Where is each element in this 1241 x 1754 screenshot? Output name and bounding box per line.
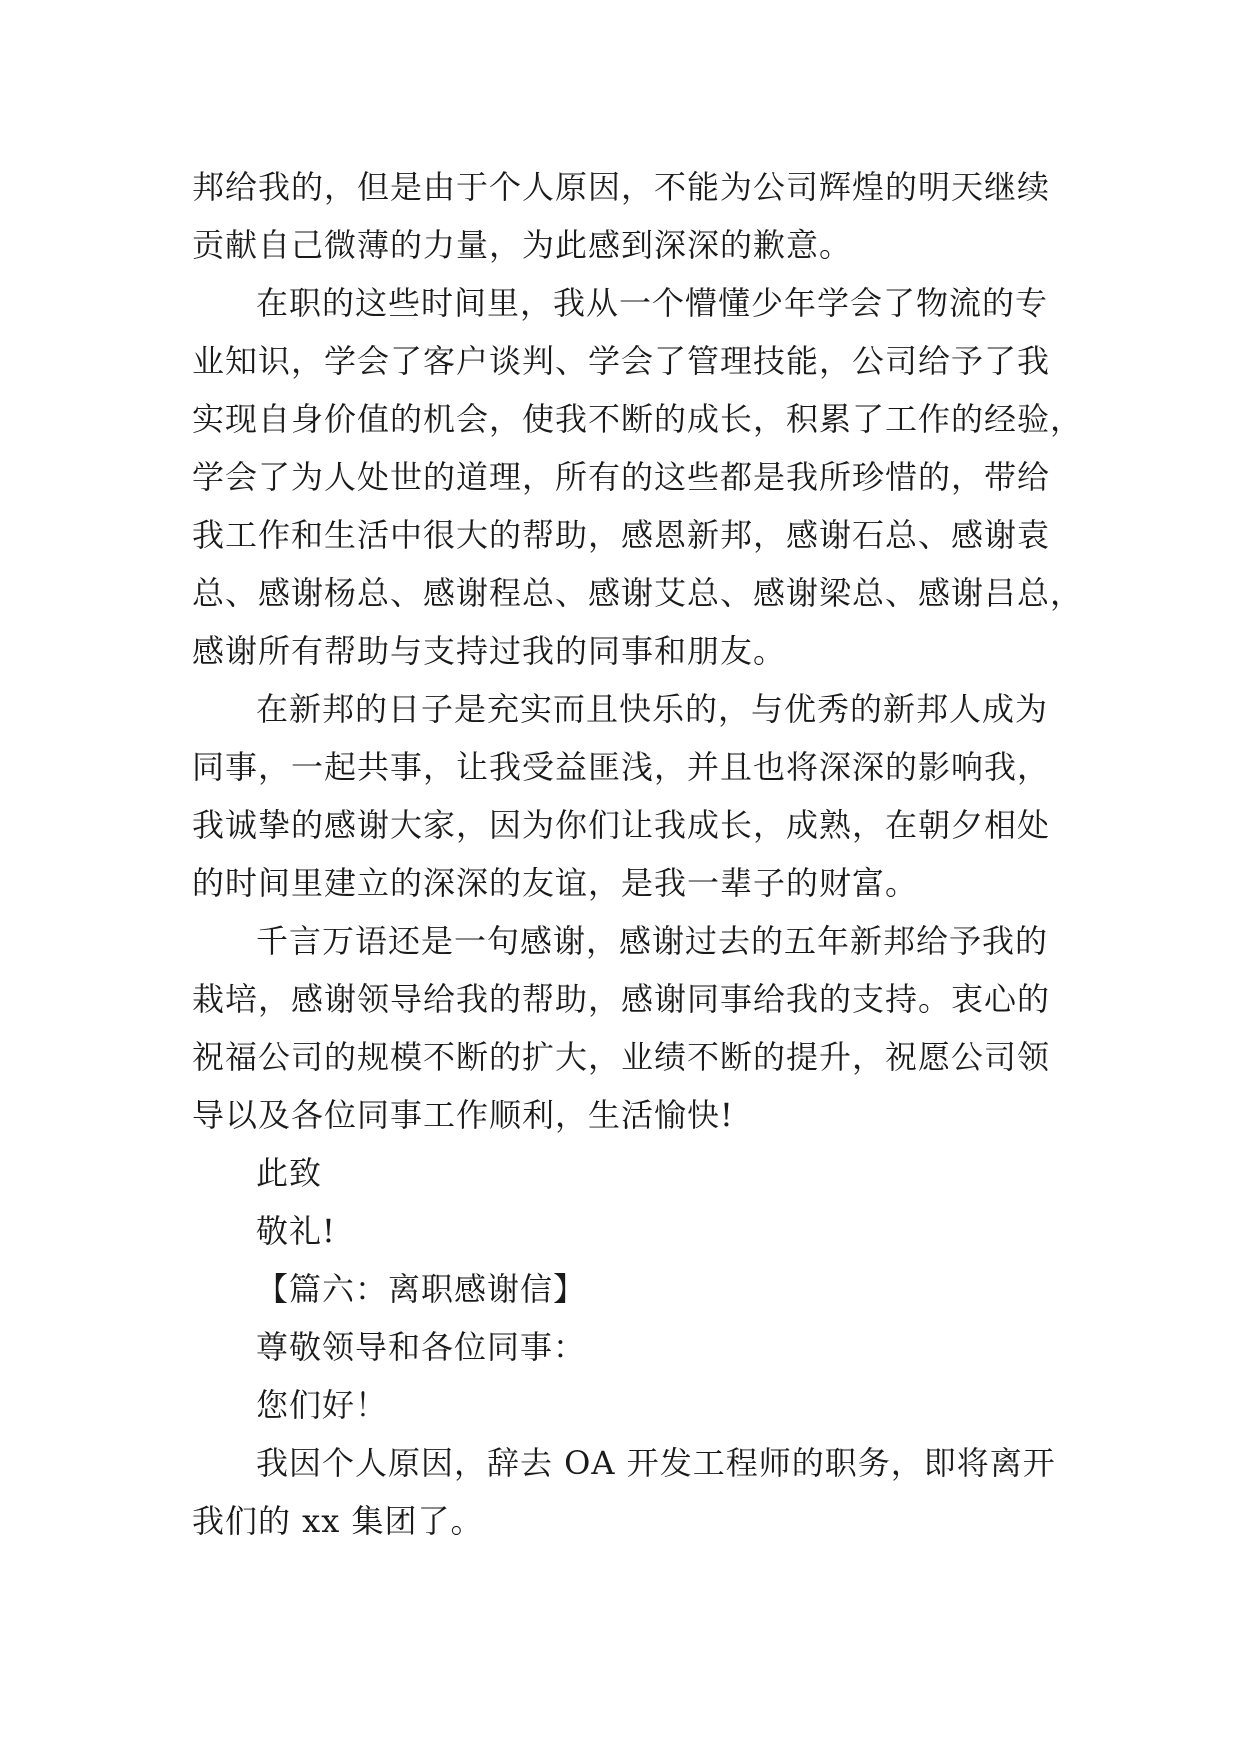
paragraph-start-line: 我因个人原因，辞去 OA 开发工程师的职务，即将离开	[256, 1444, 1056, 1482]
closing-salutation: 敬礼!	[256, 1212, 336, 1250]
text-line: 的时间里建立的深深的友谊，是我一辈子的财富。	[192, 864, 919, 902]
paragraph-start-line: 在新邦的日子是充实而且快乐的，与优秀的新邦人成为	[256, 690, 1049, 728]
text-line: 总、感谢杨总、感谢程总、感谢艾总、感谢梁总、感谢吕总，	[192, 574, 1084, 612]
greeting-line: 尊敬领导和各位同事：	[256, 1328, 587, 1366]
text-line: 邦给我的，但是由于个人原因，不能为公司辉煌的明天继续	[192, 168, 1051, 206]
text-line: 感谢所有帮助与支持过我的同事和朋友。	[192, 632, 787, 670]
text-line: 学会了为人处世的道理，所有的这些都是我所珍惜的，带给	[192, 458, 1051, 496]
paragraph-start-line: 千言万语还是一句感谢，感谢过去的五年新邦给予我的	[256, 922, 1049, 960]
closing-line: 此致	[256, 1154, 323, 1192]
letter-body	[192, 158, 1084, 1550]
text-line: 业知识，学会了客户谈判、学会了管理技能，公司给予了我	[192, 342, 1051, 380]
text-line: 导以及各位同事工作顺利，生活愉快!	[192, 1096, 734, 1134]
text-line: 贡献自己微薄的力量，为此感到深深的歉意。	[192, 226, 853, 264]
text-line: 我工作和生活中很大的帮助，感恩新邦，感谢石总、感谢袁	[192, 516, 1051, 554]
text-line: 实现自身价值的机会，使我不断的成长，积累了工作的经验，	[192, 400, 1084, 438]
greeting-line: 您们好！	[256, 1386, 389, 1424]
text-line: 同事，一起共事，让我受益匪浅，并且也将深深的影响我，	[192, 748, 1051, 786]
paragraph-start-line: 在职的这些时间里，我从一个懵懂少年学会了物流的专	[256, 284, 1049, 322]
text-line: 我诚挚的感谢大家，因为你们让我成长，成熟，在朝夕相处	[192, 806, 1051, 844]
section-heading: 【篇六：离职感谢信】	[256, 1270, 587, 1308]
text-line: 我们的 xx 集团了。	[192, 1502, 484, 1540]
text-line: 祝福公司的规模不断的扩大，业绩不断的提升，祝愿公司领	[192, 1038, 1051, 1076]
text-line: 栽培，感谢领导给我的帮助，感谢同事给我的支持。衷心的	[192, 980, 1051, 1018]
